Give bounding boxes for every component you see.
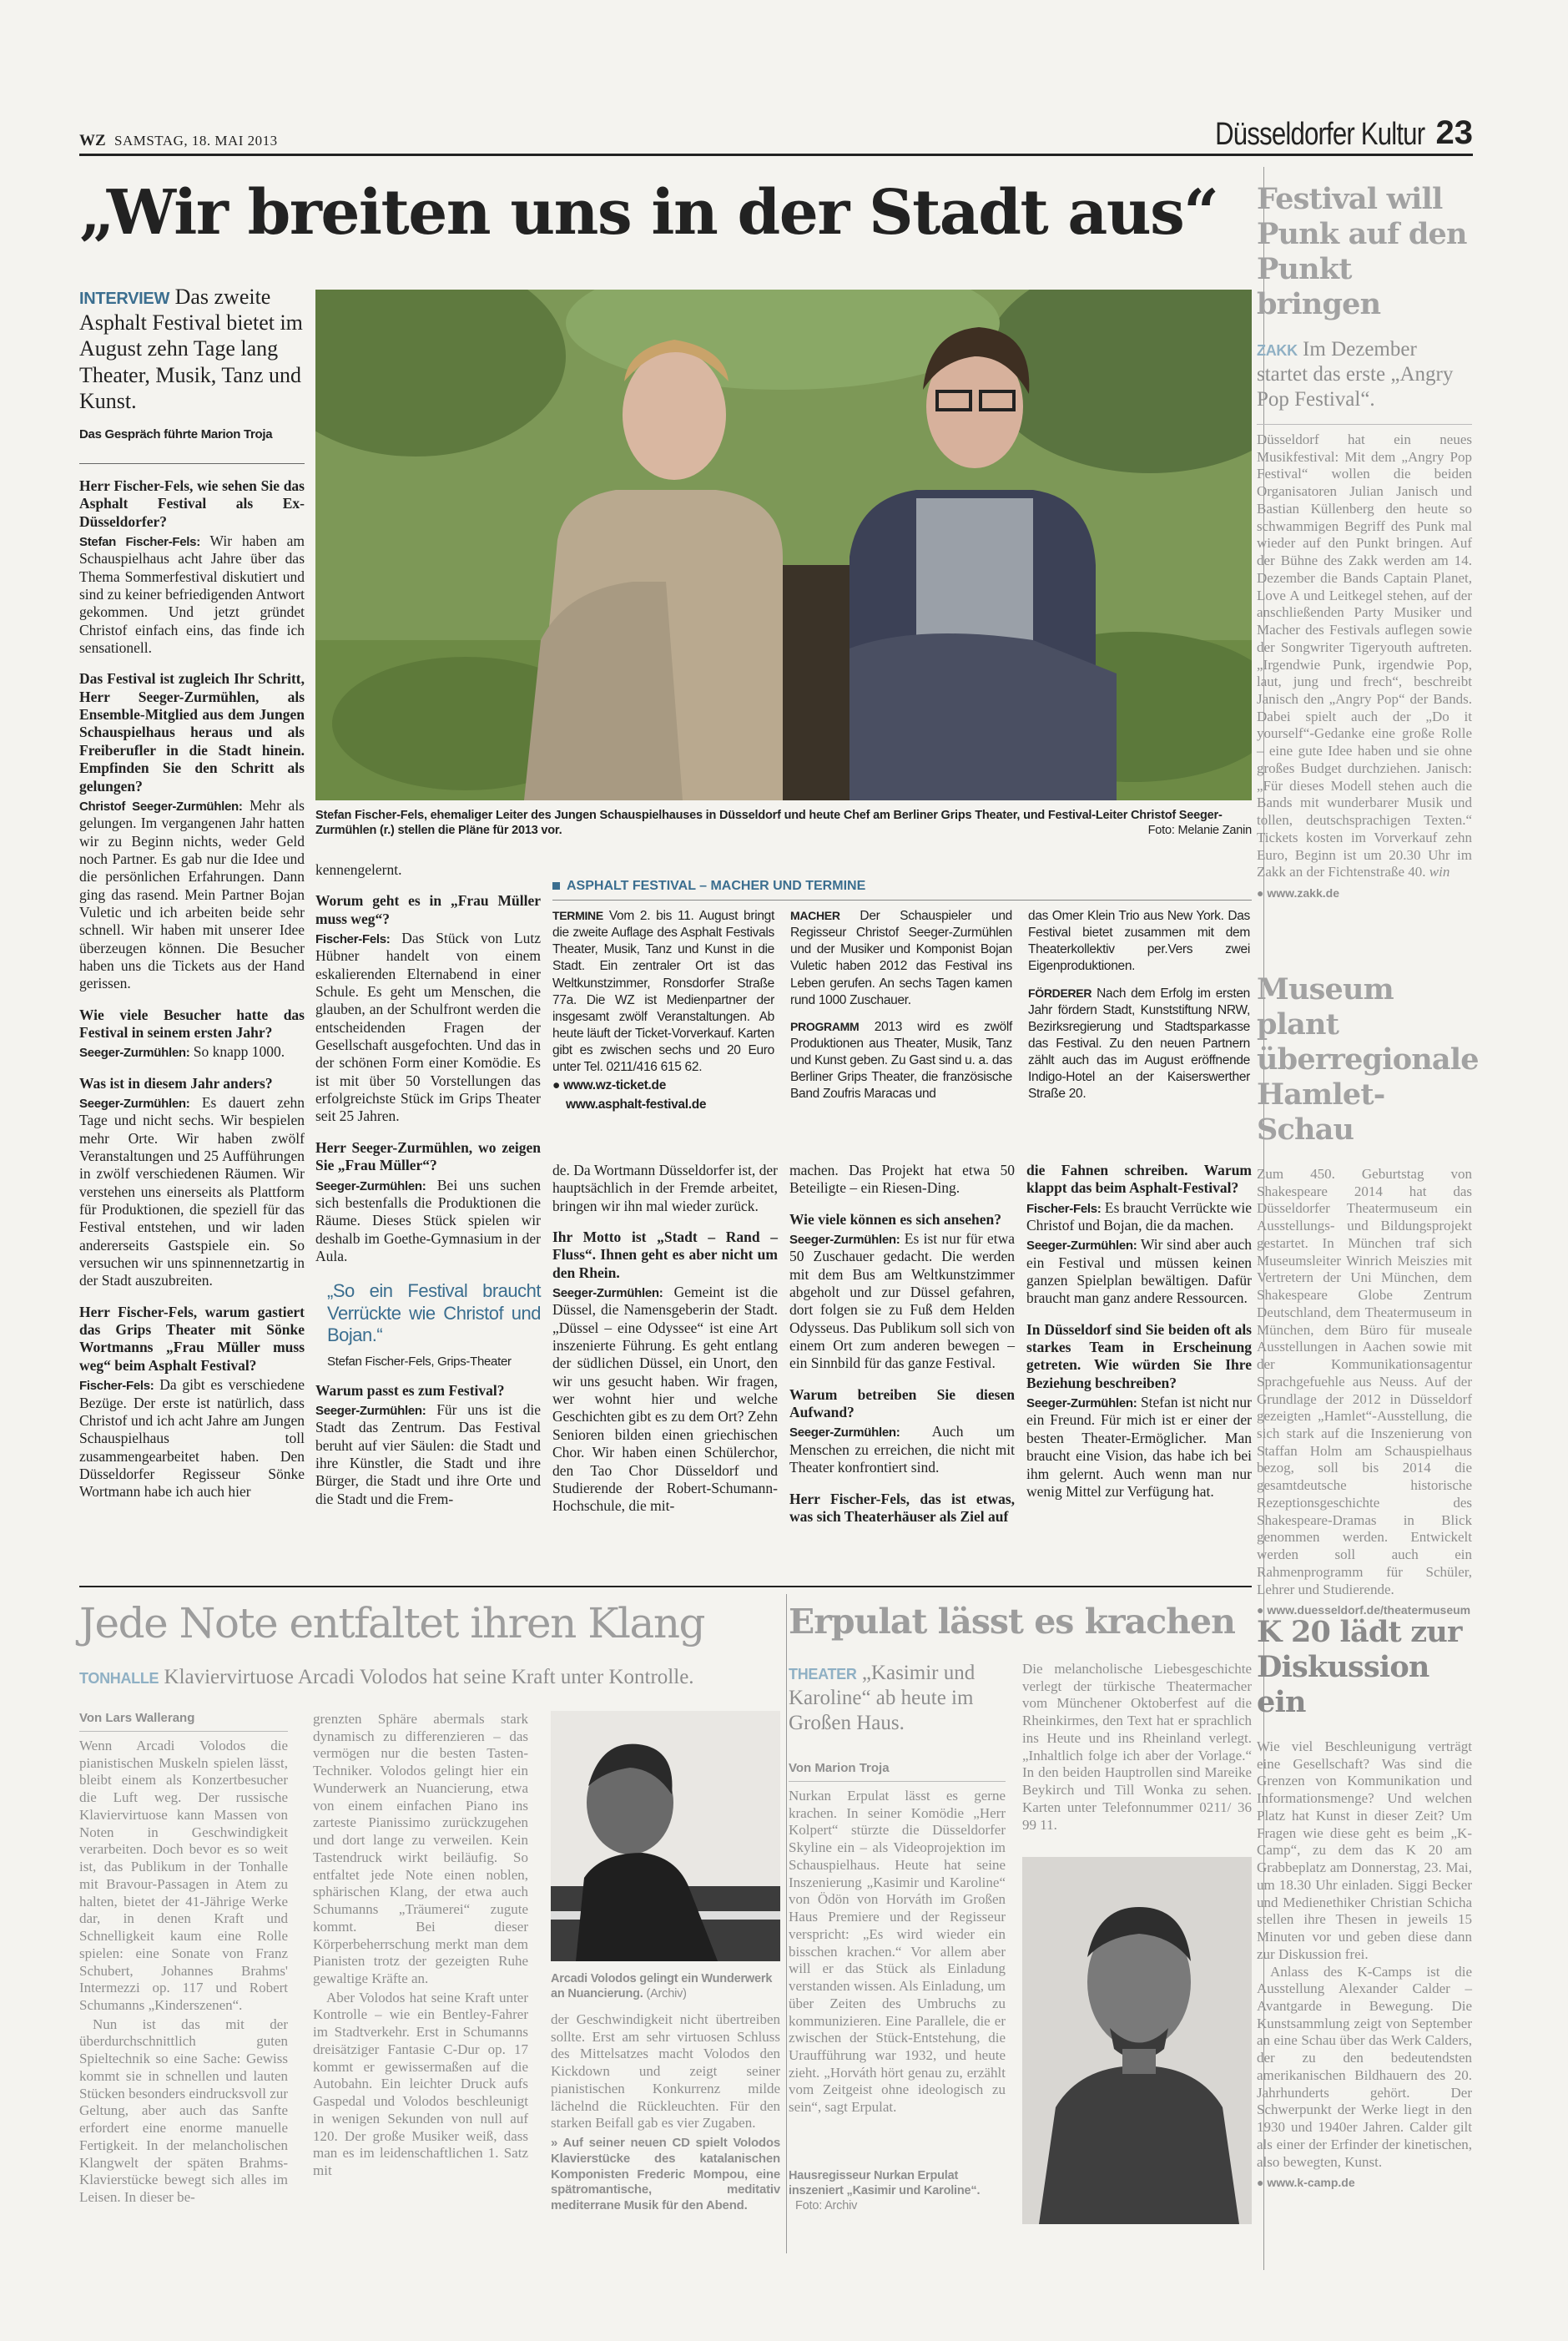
side2-link[interactable]: ● www.duesseldorf.de/theatermuseum: [1257, 1603, 1471, 1617]
side2-headline: Museum plant überregionale Hamlet-Schau: [1257, 972, 1479, 1147]
bottom2-col-1: Nurkan Erpulat lässt es gerne krachen. In seiner Komödie „Herr Kolpert“ stürzte die Düsseldorfer Skyline ein – als Videoprojektion im Schauspielhaus. Heute hat seine Inszenierung „Kasimir und Karoline“ von Ödön von Horváth im Großen Haus Premiere und der Regisseur verspricht: „Es wird wieder ein bisschen krachen.“ Vor allem aber will er das Stück als Einladung verstanden wissen. Als Einladung, um über Zeiten des Umbruchs zu kommunizieren. Eine Parallele, die er zwischen der Stück-Entstehung, die Uraufführung war 1932, und heute zieht. „Horváth hört genau zu, erzählt vom Zeitgeist ohne ideologisch zu sein“, sagt Erpulat.: [789, 1788, 1006, 2116]
box-macher: MACHER Der Schauspieler und Regisseur Christof Seeger-Zurmühlen und der Musiker und Komponist Bojan Vuletic haben 2012 das Festival ins Leben gerufen. An sechs Tagen kamen rund 1000 Zuschauer.: [790, 909, 1012, 1007]
bottom1-col-1: Wenn Arcadi Volodos die pianistischen Muskeln spielen lässt, bleibt einem als Konzertbesucher die Luft weg. Der russische Klaviervirtuose kann Massen von Noten in Geschwindigkeit verarbeiten. Doch bevor es so weit ist, das Publikum in der Tonhalle mit Bravour-Passagen in Atem zu halten, bietet der 41-Jährige Werke dar, in denen Kraft und Schnelligkeit kaum eine Rolle spielen: eine Sonate von Franz Schubert, Johannes Brahms' Intermezzi op. 117 und Robert Schumanns „Kinderszenen“. Nun ist das mit der überdurchschnittlich guten Spieltechnik so eine Sache: Gewiss kommt sie in schnellen und lauten Stücken besonders eindrucksvoll zur Geltung, aber auch das Sanfte erfordert eine enorme manuelle Fertigkeit. In der melancholischen Klangwelt der späten Brahms-Klavierstücke bewegt sich alles im Leisen. In dieser be-: [79, 1738, 288, 2206]
main-teaser: Das zweite Asphalt Festival bietet im August zehn Tage lang Theater, Musik, Tanz und Kunst.: [79, 285, 303, 413]
main-photo-caption: [315, 808, 1252, 838]
interview-col-1: [79, 477, 305, 1503]
a-9: Seeger-Zurmühlen: Für uns ist die Stadt das Zentrum. Das Festival beruht auf vier Säulen: die Stadt und ihre Künstler, die Stadt und ihre Bürger, die Stadt und ihre Orte und die Stadt und die Frem-: [315, 1401, 541, 1507]
page-header: [79, 114, 1473, 155]
side3-body-2: Anlass des K-Camps ist die Ausstellung Alexander Calder – Avantgarde in Bewegung. Die Kunstsammlung zeigt von September an eine Schau über das Werk Calders, der zu den bedeutendsten amerikanischen Bildhauern des 20. Jahrhunderts gehört. Der Schwerpunkt der Werke liegt in den 1930 und 1940er Jahren. Calder gilt als einer der Erfinder der kinetischen, also bewegten, Kunst.: [1257, 1963, 1472, 2170]
volodos-photo-svg: [551, 1711, 780, 1961]
side-article-museum: [1257, 972, 1479, 1617]
side2-body: Zum 450. Geburtstag von Shakespeare 2014 hat das Düsseldorfer Theatermuseum ein Ausstellungs- und Bildungsprojekt gestartet. In München traf sich Museumsleiter Winrich Meiszies mit Vertretern der Uni München, dem Shakespeare Globe Zentrum Deutschland, dem Theatermuseum in München, dem Büro für museale Ausstellungen in Aachen sowie mit der Kommunikationsagentur Sprachgefuehle aus Neuss. Auf der Grundlage der 2012 in Düsseldorf gezeigten „Hamlet“-Ausstellung, die sich stark auf die Inszenierung von Staffan Holm am Schauspielhaus bezog, soll bis 2014 die gesamtdeutsche historische Rezeptionsgeschichte des Shakespeare-Dramas in Blick genommen werden. Entwickelt werden soll auch ein Rahmenprogramm für Schüler, Lehrer und Studierende.: [1257, 1166, 1472, 1597]
a-3: Seeger-Zurmühlen: So knapp 1000.: [79, 1043, 285, 1061]
bottom2-teaser-block: [789, 1661, 1006, 1736]
side1-rule: [1257, 424, 1472, 425]
q-10: Wie viele können es sich ansehen?: [789, 1210, 1001, 1228]
a-15: Fischer-Fels: Es braucht Verrückte wie Christof und Bojan, die da machen.: [1026, 1198, 1253, 1234]
bottom-rule: [79, 1586, 1252, 1587]
interview-col-5: [1026, 1162, 1252, 1502]
main-photo: [315, 290, 1252, 800]
q-12: Herr Fischer-Fels, das ist etwas, was sich Theaterhäuser als Ziel auf: [789, 1490, 1015, 1525]
a-16: Seeger-Zurmühlen: Wir sind aber auch ein Festival und müssen keinen ganzen Spielplan bewältigen. Dafür braucht man ganz andere Ressourcen.: [1026, 1236, 1252, 1307]
a-13: Seeger-Zurmühlen: Es ist nur für etwa 50 Zuschauer gedacht. Die werden mit dem Bus am Weltkunstzimmer abgeholt und zur Düssel gefahren, dort folgen sie zu Fuß dem Helden Odysseus. Das Publikum soll sich von einem Ort zum anderen bewegen – ein Sinnbild für das ganze Festival.: [789, 1230, 1015, 1372]
side3-link[interactable]: ● www.k-camp.de: [1257, 2176, 1355, 2190]
pull-quote-text: „So ein Festival braucht Verrückte wie Christof und Bojan.“: [327, 1280, 541, 1345]
a-8: Seeger-Zurmühlen: Bei uns suchen sich bestenfalls die Produktionen die Räume. Dieses Stück spielen wir deshalb im Goethe-Gymnasium in der Aula.: [315, 1176, 541, 1264]
interview-col-2: [315, 861, 541, 1510]
a-10: de. Da Wortmann Düsseldorfer ist, der hauptsächlich in der Fremde arbeitet, bringen wir ihn mal wieder zurück.: [552, 1162, 778, 1214]
a-5: Fischer-Fels: Da gibt es verschiedene Bezüge. Der erste ist natürlich, dass Christof und ich acht Jahre am Jungen Schauspielhaus toll zusammengearbeitet haben. Den Düsseldorfer Regisseur Sönke Wortmann habe ich auch hier: [79, 1376, 305, 1501]
bottom-divider: [786, 1594, 787, 2253]
side1-body: Düsseldorf hat ein neues Musikfestival: Mit dem „Angry Pop Festival“ wollen die beiden Organisatoren Julian Janisch und Bastian Küllenberg den heute so schwammigen Begriff des Punk mal wieder auf den Punkt bringen. Auf der Bühne des Zakk werden am 14. Dezember die Bands Captain Planet, Love A und Leitkegel stehen, auf der anschließenden Party Musiker und Macher des Festivals auflegen sowie der Songwriter Tigeryouth auftreten. „Irgendwie Punk, irgendwie Pop, laut, jung und frech“, beschreibt Janisch den „Angry Pop“ der Bands. Dabei spielt auch der „Do it yourself“-Gedanke eine große Rolle – eine gute Idee haben und sie ohne großes Budget durchziehen. Janisch: „Für dieses Modell stehen auch die Bands mit wunderbarer Musik und tollen, deutschsprachigen Texten.“ Tickets kosten im Vorverkauf zehn Euro, Beginn ist um 20.30 Uhr im Zakk an der Fichtenstraße 40. win: [1257, 431, 1472, 880]
box-guests: das Omer Klein Trio aus New York. Das Festival bietet zusammen mit dem Theaterkollektiv per.Vers zwei Eigenproduktionen.: [1028, 909, 1250, 974]
interview-col-3: [552, 1162, 778, 1517]
q-8: Warum passt es zum Festival?: [315, 1381, 505, 1399]
ticket-link[interactable]: ● www.wz-ticket.de: [552, 1078, 667, 1093]
interview-col-4: [789, 1162, 1015, 1527]
side1-teaser-block: [1257, 337, 1472, 412]
q-9: Ihr Motto ist „Stadt – Rand – Fluss“. Ihnen geht es aber nicht um den Rhein.: [552, 1229, 778, 1281]
bottom2-headline: Erpulat lässt es krachen: [789, 1602, 1235, 1642]
header-rule: [79, 154, 1473, 156]
a-1: Stefan Fischer-Fels: Wir haben am Schauspielhaus acht Jahre über das Thema Sommerfestival diskutiert und sind zu keiner befriedigenden Antwort gekommen. Und jetzt gründet Christof einfach eins, das finde ich sensationell.: [79, 532, 305, 657]
box-programm: PROGRAMM 2013 wird es zwölf Produktionen aus Theater, Musik, Tanz und Kunst geben. Zu Gast sind u. a. das Berliner Grips Theater, die französische Band Zoufris Maracas und: [790, 1019, 1012, 1102]
main-photo-credit: Foto: Melanie Zanin: [1147, 824, 1252, 838]
bottom2-byline: Von Marion Troja: [789, 1761, 1006, 1782]
section-title: Düsseldorfer Kultur: [1214, 116, 1424, 152]
pull-quote: [327, 1280, 541, 1370]
bottom1-col-3: der Geschwindigkeit nicht übertreiben sollte. Erst am sehr virtuosen Schluss des Mittelsatzes macht Volodos den Kickdown und zeigt seiner pianistischen Konkurrenz milde lächelnd die Rückleuchten. Für den starken Beifall gab es vier Zugaben. » Auf seiner neuen CD spielt Volodos Klavierstücke des katalanischen Komponisten Frederic Mompou, eine spätromantische, meditativ mediterrane Musik für den Abend.: [551, 2011, 780, 2213]
paper-logo: WZ: [79, 131, 106, 149]
main-kicker: INTERVIEW: [79, 290, 170, 308]
a-4: Seeger-Zurmühlen: Es dauert zehn Tage und nicht sechs. Wir bespielen mehr Orte. Wir haben zwölf Veranstaltungen und 25 Aufführungen in zwölf verschiedenen Räumen. Wir verstehen uns einerseits als Plattform für Produktionen, die speziell für das Festival entstehen, und wir laden andererseits Gastspiele ein. So versuchen wir uns spinnennetzartig in der Stadt auszubreiten.: [79, 1094, 305, 1289]
info-box-title: ASPHALT FESTIVAL – MACHER UND TERMINE: [552, 878, 1252, 901]
box-termine: TERMINE Vom 2. bis 11. August bringt die zweite Auflage des Asphalt Festivals Theater, Musik, Tanz und Kunst in die Stadt. Ein zentraler Ort ist das Weltkunstzimmer, Ronsdorfer Straße 77a. Die WZ ist Medienpartner der insgesamt zwölf Veranstaltungen. Ab heute läuft der Ticket-Vorverkauf. Karten gibt es zwischen sechs und 20 Euro unter Tel. 0211/416 615 62.: [552, 909, 774, 1075]
q-1: Herr Fischer-Fels, wie sehen Sie das Asphalt Festival als Ex-Düsseldorfer?: [79, 477, 305, 530]
bottom2-kicker: THEATER: [789, 1666, 857, 1683]
main-caption-text: Stefan Fischer-Fels, ehemaliger Leiter des Jungen Schauspielhauses in Düsseldorf und heute Chef am Berliner Grips Theater, und Festival-Leiter Christof Seeger-Zurmühlen (r.) stellen die Pläne für 2013 vor.: [315, 809, 1223, 838]
bottom1-teaser: Klaviervirtuose Arcadi Volodos hat seine Kraft unter Kontrolle.: [164, 1666, 694, 1688]
a-6: kennengelernt.: [315, 861, 402, 878]
side-article-zakk: [1257, 182, 1472, 901]
bottom1-col-2: grenzten Sphäre abermals stark dynamisch zu differenzieren – das vermögen nur die besten Tasten-Techniker. Volodos gelingt hier ein Wunderwerk an Nuancierung, etwa von einem einfachen Piano ins zarteste Pianissimo zurückzugehen und dort lange zu verweilen. Kein Tastendruck wirkt beiläufig. So entfaltet jede Note einen noblen, sphärischen Klang, der etwa auch Schumanns „Träumerei“ zugute kommt. Bei dieser Körperbeherrschung merkt man dem Pianisten trotz der gezeigten Ruhe gewaltige Kräfte an. Aber Volodos hat seine Kraft unter Kontrolle – wie ein Bentley-Fahrer im Stadtverkehr. Erst in Schumanns dreisätziger Fantasie C-Dur op. 17 kommt er gewissermaßen auf die Autobahn. Ein leichter Druck aufs Gaspedal und Volodos beschleunigt in wenigen Sekunden von null auf 120. Der große Musiker weiß, dass man es im leidenschaftlichen 1. Satz mit: [313, 1711, 528, 2179]
a-17: Seeger-Zurmühlen: Stefan ist nicht nur ein Freund. Für mich ist er einer der besten Theater-Ermöglicher. Man braucht eine Vision, das habe ich bei ihm gelernt. Auch wenn man nur wenig Mittel zur Verfügung hat.: [1026, 1394, 1253, 1500]
box-foerderer: FÖRDERER Nach dem Erfolg im ersten Jahr fördern Stadt, Kunststiftung NRW, Bezirksregierung und Stadtsparkasse das Festival. Zu den neuen Partnern zählt auch das im August eröffnende Indigo-Hotel an der Kaiserswerther Straße 20.: [1028, 986, 1250, 1102]
bottom2-teaser: „Kasimir und Karoline“ ab heute im Großen Haus.: [789, 1662, 976, 1734]
byline-rule: [79, 463, 305, 464]
erpulat-photo-svg: [1022, 1857, 1252, 2224]
q-3: Wie viele Besucher hatte das Festival in seinem ersten Jahr?: [79, 1006, 305, 1041]
main-photo-svg: [315, 290, 1252, 800]
side1-link[interactable]: ● www.zakk.de: [1257, 886, 1339, 901]
pull-quote-source: Stefan Fischer-Fels, Grips-Theater: [327, 1355, 512, 1370]
side-article-k20: [1257, 1615, 1472, 2190]
volodos-photo: [551, 1711, 780, 1961]
bottom1-teaser-line: [79, 1665, 780, 1691]
issue-date: SAMSTAG, 18. MAI 2013: [114, 133, 278, 149]
q-7: Herr Seeger-Zurmühlen, wo zeigen Sie „Frau Müller“?: [315, 1138, 541, 1174]
q-2: Das Festival ist zugleich Ihr Schritt, Herr Seeger-Zurmühlen, als Ensemble-Mitglied aus dem Jungen Schauspielhaus heraus und als Freiberufler in die Stadt hinein. Empfinden Sie den Schritt als gelungen?: [79, 670, 305, 795]
q-11: Warum betreiben Sie diesen Aufwand?: [789, 1385, 1015, 1421]
side1-teaser: Im Dezember startet das erste „Angry Pop Festival“.: [1257, 338, 1454, 411]
a-12: machen. Das Projekt hat etwa 50 Beteiligte – ein Riesen-Ding.: [789, 1162, 1015, 1197]
erpulat-caption: Hausregisseur Nurkan Erpulat inszeniert „Kasimir und Karoline“. Foto: Archiv: [789, 2169, 981, 2213]
side3-body-1: Wie viel Beschleunigung verträgt eine Gesellschaft? Was sind die Grenzen von Kommunikation und Informationsmenge? Und welchen Platz hat Kunst in dieser Zeit? Um Fragen wie diese geht es beim „K-Camp“, zu dem das K 20 am Grabbeplatz am Donnerstag, 23. Mai, um 18.30 Uhr einladen. Siggi Becker und Medienethiker Christian Schicha stellen ihre Thesen in jeweils 15 Minuten vor und geben diese dann zur Diskussion frei.: [1257, 1738, 1472, 1962]
a-2: Christof Seeger-Zurmühlen: Mehr als gelungen. Im vergangenen Jahr hatten wir zu Beginn nichts, weder Geld noch Partner. Es gab nur die Idee und die persönlichen Erfahrungen. Dann ging das rasend. Mein Partner Bojan Vuletic und ich arbeiten beide sehr schnell. Wir haben mit unserer Idee überzeugen können. Die Besucher haben uns die Tickets aus der Hand gerissen.: [79, 796, 305, 992]
side1-headline: Festival will Punk auf den Punkt bringen: [1257, 182, 1467, 321]
bottom1-kicker: TONHALLE: [79, 1670, 159, 1687]
q-5: Herr Fischer-Fels, warum gastiert das Grips Theater mit Sönke Wortmanns „Frau Müller muss weg“ beim Asphalt Festival?: [79, 1303, 305, 1374]
main-headline: „Wir breiten uns in der Stadt aus“: [79, 177, 1218, 249]
bottom2-col-2: Die melancholische Liebesgeschichte verlegt der türkische Theatermacher vom Münchener Oktoberfest auf die Rheinkirmes, den Text hat er sprachlich ins Heute und ins Rheinland verlegt. „Inhaltlich folge ich aber der Vorlage.“ In den beiden Hauptrollen sind Mareike Beykirch und Till Wonka zu sehen. Karten unter Telefonnummer 0211/ 36 99 11.: [1022, 1661, 1252, 1833]
q-12b: die Fahnen schreiben. Warum klappt das beim Asphalt-Festival?: [1026, 1162, 1252, 1197]
side3-headline: K 20 lädt zur Diskussion ein: [1257, 1615, 1462, 1719]
main-teaser-block: [79, 284, 305, 442]
volodos-caption: Arcadi Volodos gelingt ein Wunderwerk an Nuancierung. (Archiv): [551, 1972, 773, 2001]
erpulat-photo: [1022, 1857, 1252, 2224]
a-7: Fischer-Fels: Das Stück von Lutz Hübner handelt von einem eskalierenden Elternabend in einer Schule. Es geht um Menschen, die glauben, an der Schulfront werden die entscheidenden Fragen der Gesellschaft ausgefochten. Und das in der schönen Form einer Komödie. Es ist mit über 50 Vorstellungen das erfolgreichste Stück im Grips Theater seit 25 Jahren.: [315, 930, 541, 1125]
q-13: In Düsseldorf sind Sie beiden oft als starkes Team in Erscheinung getreten. Wie würden Sie Ihre Beziehung beschreiben?: [1026, 1320, 1252, 1391]
bottom1-headline: Jede Note entfaltet ihren Klang: [79, 1599, 705, 1647]
a-11: Seeger-Zurmühlen: Gemeint ist die Düssel, die Namensgeberin der Stadt. „Düssel – eine Odyssee“ ist eine Art inszenierte Führung. Es geht entlang der südlichen Düssel, ein Unort, den wir uns gesucht haben. Wir fragen, wer wohnt hier und welche Geschichten gibt es zu dem Ort? Zehn Senioren bilden einen griechischen Chor. Wir haben einen Schülerchor, den Tao Chor Düsseldorf und Studierende der Robert-Schumann-Hochschule, die mit-: [552, 1284, 778, 1515]
festival-link[interactable]: www.asphalt-festival.de: [566, 1097, 707, 1112]
q-6: Worum geht es in „Frau Müller muss weg“?: [315, 892, 541, 927]
side1-kicker: ZAKK: [1257, 342, 1298, 359]
a-14: Seeger-Zurmühlen: Auch um Menschen zu erreichen, die nicht mit Theater konfrontiert sind.: [789, 1423, 1015, 1476]
bottom1-byline: Von Lars Wallerang: [79, 1711, 288, 1732]
page-number: 23: [1435, 114, 1473, 152]
info-box: [552, 878, 1252, 1145]
main-byline: Das Gespräch führte Marion Troja: [79, 426, 273, 441]
q-4: Was ist in diesem Jahr anders?: [79, 1074, 273, 1092]
